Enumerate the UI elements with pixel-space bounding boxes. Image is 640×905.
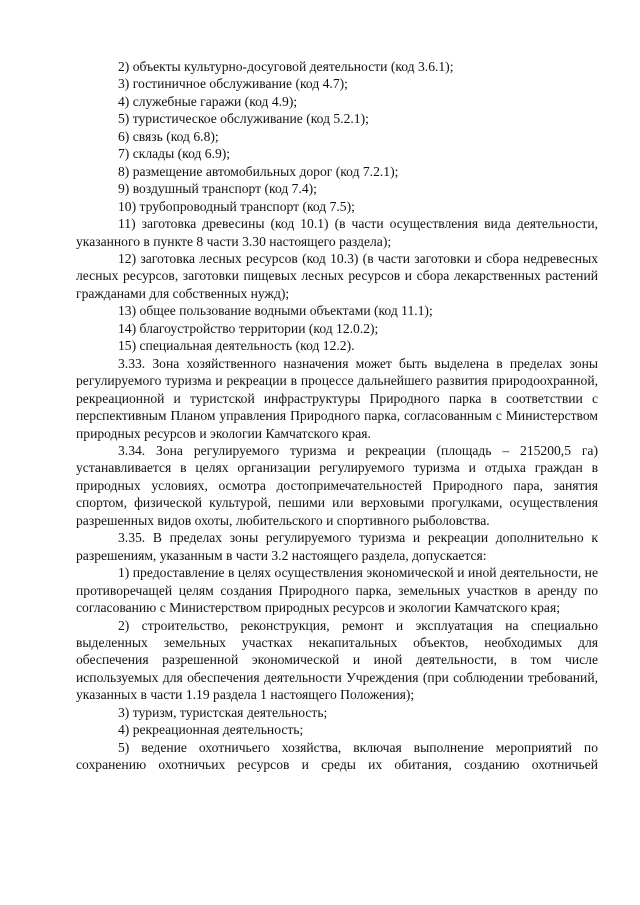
list-item-11: 11) заготовка древесины (код 10.1) (в части осуществления вида деятельности, указанного в пункте 8 части 3.30 настоящего раздела);	[76, 216, 598, 249]
permitted-item-3: 3) туризм, туристская деятельность;	[118, 704, 328, 720]
clause-3-33: 3.33. Зона хозяйственного назначения может быть выделена в пределах зоны регулируемого туризма и рекреации в процессе дальнейшего развития природоохранной, рекреационной и туристской инфраструктуры Природного парка в соответствии с перспективным Планом управления Природного парка, согласованным с Министерством природных ресурсов и экологии Камчатского края.	[76, 355, 598, 441]
list-item-9: 9) воздушный транспорт (код 7.4);	[118, 181, 317, 197]
clause-3-35: 3.35. В пределах зоны регулируемого туризма и рекреации дополнительно к разрешениям, указанным в части 3.2 настоящего раздела, допускается:	[76, 530, 598, 563]
list-item-12: 12) заготовка лесных ресурсов (код 10.3) (в части заготовки и сбора недревесных лесных ресурсов, заготовки пищевых лесных ресурсов и сбора лекарственных растений гражданами для собственных нужд);	[76, 250, 598, 301]
list-item-14: 14) благоустройство территории (код 12.0.2);	[118, 320, 379, 336]
list-item-13: 13) общее пользование водными объектами (код 11.1);	[118, 303, 433, 319]
permitted-item-2: 2) строительство, реконструкция, ремонт и эксплуатация на специально выделенных земельных участках некапитальных объектов, необходимых для обеспечения разрешенной экономической и иной деятельности, в том числе используемых для обеспечения деятельности Учреждения (при соблюдении требований, указанных в части 1.19 раздела 1 настоящего Положения);	[76, 617, 598, 703]
list-item-8: 8) размещение автомобильных дорог (код 7.2.1);	[118, 163, 399, 179]
document-body	[76, 58, 598, 774]
permitted-item-1: 1) предоставление в целях осуществления экономической и иной деятельности, не противоречащей целям создания Природного парка, земельных участков в аренду по согласованию с Министерством природных ресурсов и экологии Камчатского края;	[76, 565, 598, 616]
list-item-3: 3) гостиничное обслуживание (код 4.7);	[118, 76, 348, 92]
list-item-15: 15) специальная деятельность (код 12.2).	[118, 338, 355, 354]
permitted-item-4: 4) рекреационная деятельность;	[118, 722, 304, 738]
clause-3-34: 3.34. Зона регулируемого туризма и рекреации (площадь – 215200,5 га) устанавливается в целях организации регулируемого туризма и отдыха граждан в природных условиях, осмотра достопримечательностей Природного пара, занятия спортом, физической культурой, пешими или верховыми прогулками, осуществления разрешенных видов охоты, любительского и спортивного рыболовства.	[76, 442, 598, 528]
list-item-6: 6) связь (код 6.8);	[118, 128, 219, 144]
list-item-4: 4) служебные гаражи (код 4.9);	[118, 93, 298, 109]
list-item-5: 5) туристическое обслуживание (код 5.2.1);	[118, 111, 369, 127]
list-item-7: 7) склады (код 6.9);	[118, 146, 231, 162]
permitted-item-5: 5) ведение охотничьего хозяйства, включая выполнение мероприятий по сохранению охотничьих ресурсов и среды их обитания, созданию охотничьей	[76, 739, 598, 773]
list-item-2: 2) объекты культурно-досуговой деятельности (код 3.6.1);	[118, 59, 454, 74]
list-item-10: 10) трубопроводный транспорт (код 7.5);	[118, 198, 355, 214]
